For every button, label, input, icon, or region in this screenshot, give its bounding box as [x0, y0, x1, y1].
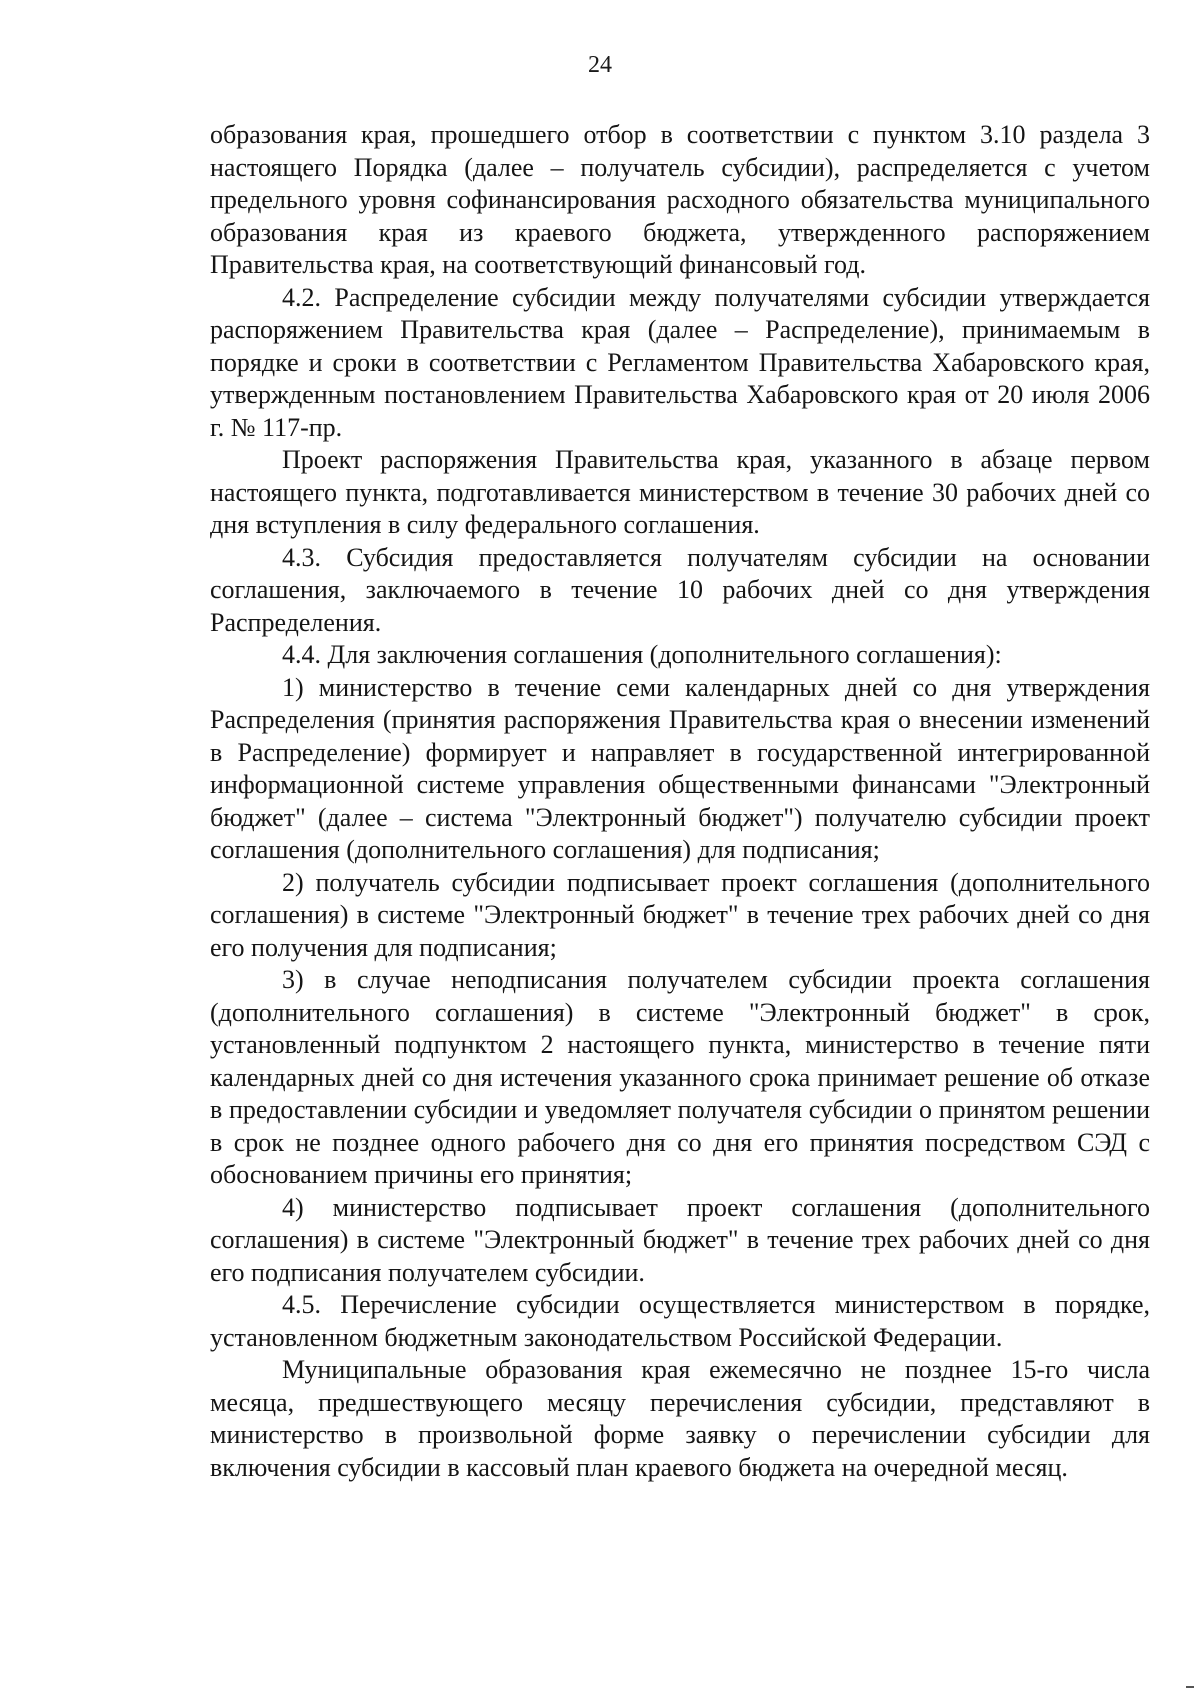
paragraph: 1) министерство в течение семи календарных дней со дня утверждения Распределения (принятия распоряжения Правительства края о внесении изменений в Распределение) формирует и направляет в государственной интегрированной информационной системе управления общественными финансами "Электронный бюджет" (далее – система "Электронный бюджет") получателю субсидии проект соглашения (дополнительного соглашения) для подписания;	[210, 672, 1150, 864]
document-body	[210, 119, 1150, 1484]
paragraph: Муниципальные образования края ежемесячно не позднее 15-го числа месяца, предшествующего месяцу перечисления субсидии, представляют в министерство в произвольной форме заявку о перечислении субсидии для включения субсидии в кассовый план краевого бюджета на очередной месяц.	[210, 1355, 1150, 1482]
paragraph: 4.4. Для заключения соглашения (дополнительного соглашения):	[282, 640, 1002, 669]
paragraph: образования края, прошедшего отбор в соответствии с пунктом 3.10 раздела 3 настоящего Порядка (далее – получатель субсидии), распределяется с учетом предельного уровня софинансирования расходного обязательства муниципального образования края из краевого бюджета, утвержденного распоряжением Правительства края, на соответствующий финансовый год.	[210, 120, 1150, 279]
paragraph: 3) в случае неподписания получателем субсидии проекта соглашения (дополнительного соглашения) в системе "Электронный бюджет" в срок, установленный подпунктом 2 настоящего пункта, министерство в течение пяти календарных дней со дня истечения указанного срока принимает решение об отказе в предоставлении субсидии и уведомляет получателя субсидии о принятом решении в срок не позднее одного рабочего дня со дня его принятия посредством СЭД с обоснованием причины его принятия;	[210, 965, 1150, 1189]
paragraph: 4) министерство подписывает проект соглашения (дополнительного соглашения) в системе "Электронный бюджет" в течение трех рабочих дней со дня его подписания получателем субсидии.	[210, 1192, 1150, 1287]
paragraph: Проект распоряжения Правительства края, указанного в абзаце первом настоящего пункта, подготавливается министерством в течение 30 рабочих дней со дня вступления в силу федерального соглашения.	[210, 445, 1150, 539]
paragraph: 4.2. Распределение субсидии между получателями субсидии утверждается распоряжением Правительства края (далее – Распределение), принимаемым в порядке и сроки в соответствии с Регламентом Правительства Хабаровского края, утвержденным постановлением Правительства Хабаровского края от 20 июля 2006 г. № 117-пр.	[210, 282, 1150, 442]
paragraph: 4.3. Субсидия предоставляется получателям субсидии на основании соглашения, заключаемого в течение 10 рабочих дней со дня утверждения Распределения.	[210, 542, 1150, 637]
scan-mark	[1186, 1686, 1194, 1688]
page-number: 24	[588, 52, 612, 78]
paragraph: 4.5. Перечисление субсидии осуществляется министерством в порядке, установленном бюджетным законодательством Российской Федерации.	[210, 1290, 1150, 1352]
paragraph: 2) получатель субсидии подписывает проект соглашения (дополнительного соглашения) в системе "Электронный бюджет" в течение трех рабочих дней со дня его получения для подписания;	[210, 867, 1150, 962]
